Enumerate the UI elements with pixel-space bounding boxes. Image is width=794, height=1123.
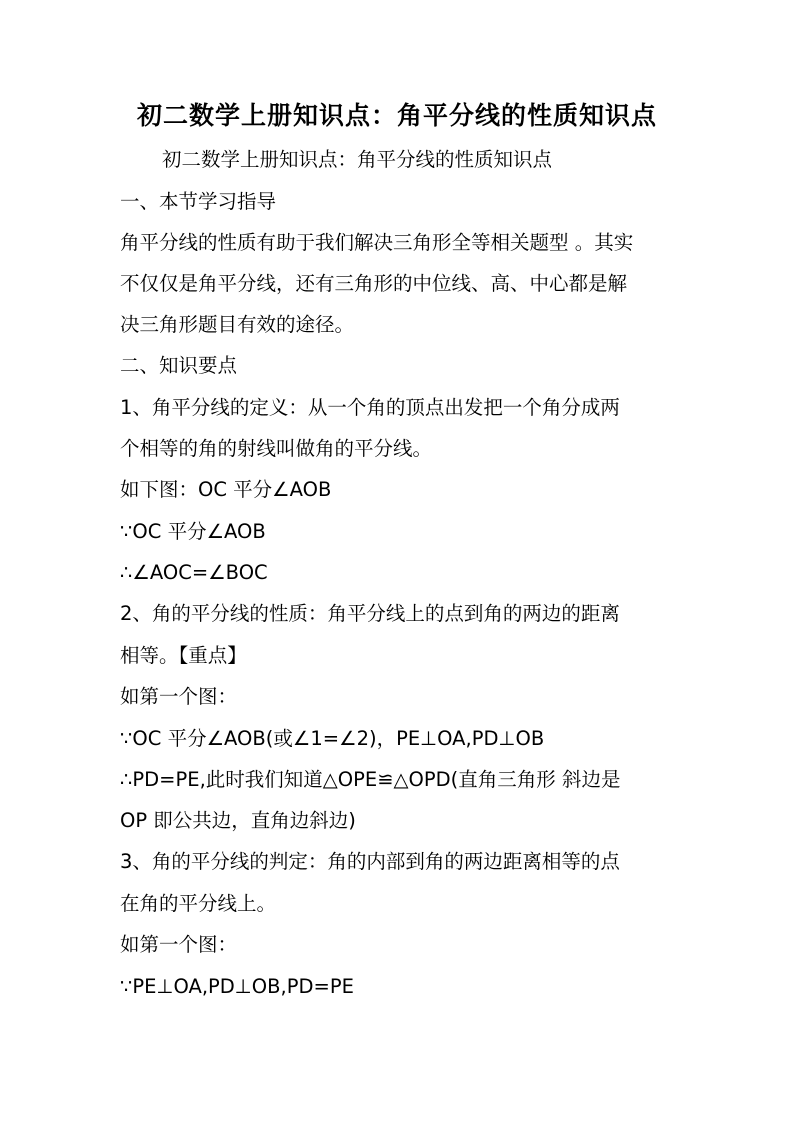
section-heading-1: 一、本节学习指导 [120,190,277,213]
section-heading-2: 二、知识要点 [120,354,238,377]
paragraph-line: 如第一个图： [120,933,238,956]
paragraph-line: 如第一个图： [120,685,238,708]
paragraph-line: ∴PD=PE,此时我们知道△OPE≌△OPD(直角三角形 斜边是 [120,768,621,791]
paragraph-line: 不仅仅是角平分线，还有三角形的中位线、高、中心都是解 [120,272,628,295]
paragraph-line: 3、角的平分线的判定：角的内部到角的两边距离相等的点 [120,850,620,873]
paragraph-line: 个相等的角的射线叫做角的平分线。 [120,437,433,460]
paragraph-line: ∵OC 平分∠AOB(或∠1=∠2)，PE⊥OA,PD⊥OB [120,727,545,750]
paragraph-line: ∴∠AOC=∠BOC [120,561,268,584]
paragraph-line: 角平分线的性质有助于我们解决三角形全等相关题型 。其实 [120,231,634,254]
paragraph-line: 决三角形题目有效的途径。 [120,313,355,336]
paragraph-line: OP 即公共边，直角边斜边) [120,809,356,832]
paragraph-line: 2、角的平分线的性质：角平分线上的点到角的两边的距离 [120,602,620,625]
paragraph-line: 1、角平分线的定义：从一个角的顶点出发把一个角分成两 [120,396,620,419]
paragraph-line: 在角的平分线上。 [120,892,277,915]
paragraph-line: ∵PE⊥OA,PD⊥OB,PD=PE [120,975,354,998]
document-title: 初二数学上册知识点：角平分线的性质知识点 [136,101,657,130]
paragraph-line: ∵OC 平分∠AOB [120,520,266,543]
subtitle-line: 初二数学上册知识点：角平分线的性质知识点 [162,148,553,171]
paragraph-line: 如下图：OC 平分∠AOB [120,478,332,501]
paragraph-line: 相等。【重点】 [120,644,247,667]
